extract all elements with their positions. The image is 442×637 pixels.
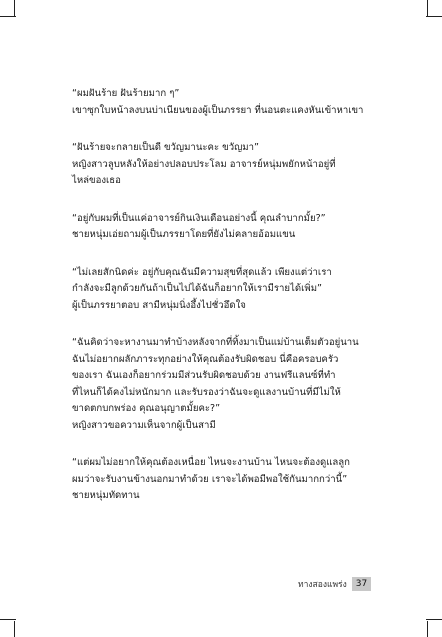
crop-mark-top-left-horizontal [0, 16, 16, 17]
text-line: “ไม่เลยสักนิดค่ะ อยู่กับคุณฉันมีความสุขที่สุดแล้ว เพียงแต่ว่าเรา [72, 266, 332, 278]
text-line: “อยู่กับผมที่เป็นแค่อาจารย์กินเงินเดือนอย่างนี้ คุณลำบากมั้ย?” [72, 212, 326, 224]
text-line: ชายหนุ่มทัดทาน [72, 490, 140, 501]
text-line: “ผมฝันร้าย ฝันร้ายมาก ๆ” [72, 88, 180, 99]
running-book-title: ทางสองแพร่ง [298, 580, 347, 590]
paragraph [72, 455, 382, 505]
paragraph [72, 265, 382, 315]
text-line: “ฉันคิดว่าจะหางานมาทำบ้างหลังจากที่ทิ้งมาเป็นแม่บ้านเต็มตัวอยู่นาน [72, 337, 359, 348]
text-line: ผมว่าจะรับงานข้างนอกมาทำด้วย เราจะได้พอมีพอใช้กันมากกว่านี้” [72, 473, 348, 485]
text-line: หญิงสาวลูบหลังให้อย่างปลอบประโลม อาจารย์หนุ่มพยักหน้าอยู่ที่ [72, 158, 336, 170]
page-footer [298, 577, 371, 591]
paragraph [72, 86, 382, 119]
page-body [72, 86, 382, 526]
text-line: ผู้เป็นภรรยาตอบ สามีหนุ่มนิ่งอึ้งไปชั่วอึดใจ [72, 299, 246, 311]
crop-mark-bottom-right-horizontal [426, 619, 442, 620]
text-line: ของเรา ฉันเองก็อยากร่วมมีส่วนรับผิดชอบด้วย งานฟรีแลนซ์ที่ทำ [72, 370, 336, 381]
crop-mark-bottom-right-vertical [427, 621, 428, 637]
paragraph [72, 335, 382, 434]
crop-mark-top-right-horizontal [426, 16, 442, 17]
text-line: ชายหนุ่มเอ่ยถามผู้เป็นภรรยาโดยที่ยังไม่คลายอ้อมแขน [72, 229, 296, 240]
text-line: ไหล่ของเธอ [72, 175, 121, 186]
page-number: 37 [352, 577, 371, 591]
text-line: กำลังจะมีลูกด้วยกันถ้าเป็นไปได้ฉันก็อยากให้เรามีรายได้เพิ่ม” [72, 283, 322, 294]
crop-mark-bottom-left-horizontal [0, 619, 16, 620]
text-line: “ฝันร้ายจะกลายเป็นดี ขวัญมานะคะ ขวัญมา” [72, 142, 259, 153]
text-line: ฉันไม่อยากผลักภาระทุกอย่างให้คุณต้องรับผิดชอบ นี่คือครอบครัว [72, 353, 339, 365]
text-line: “แต่ผมไม่อยากให้คุณต้องเหนื่อย ไหนจะงานบ้าน ไหนจะต้องดูแลลูก [72, 457, 350, 468]
crop-mark-top-right-vertical [427, 0, 428, 16]
text-line: หญิงสาวขอความเห็นจากผู้เป็นสามี [72, 419, 216, 431]
crop-mark-bottom-left-vertical [14, 621, 15, 637]
text-line: เขาซุกใบหน้าลงบนบ่าเนียนของผู้เป็นภรรยา ที่นอนตะแคงหันเข้าหาเขา [72, 104, 364, 116]
paragraph [72, 211, 382, 244]
text-line: ขาดตกบกพร่อง คุณอนุญาตมั้ยคะ?” [72, 403, 221, 414]
crop-mark-top-left-vertical [14, 0, 15, 16]
paragraph [72, 140, 382, 190]
text-line: ที่ไหนก็ได้คงไม่หนักมาก และรับรองว่าฉันจะดูแลงานบ้านที่มีไม่ให้ [72, 386, 341, 398]
